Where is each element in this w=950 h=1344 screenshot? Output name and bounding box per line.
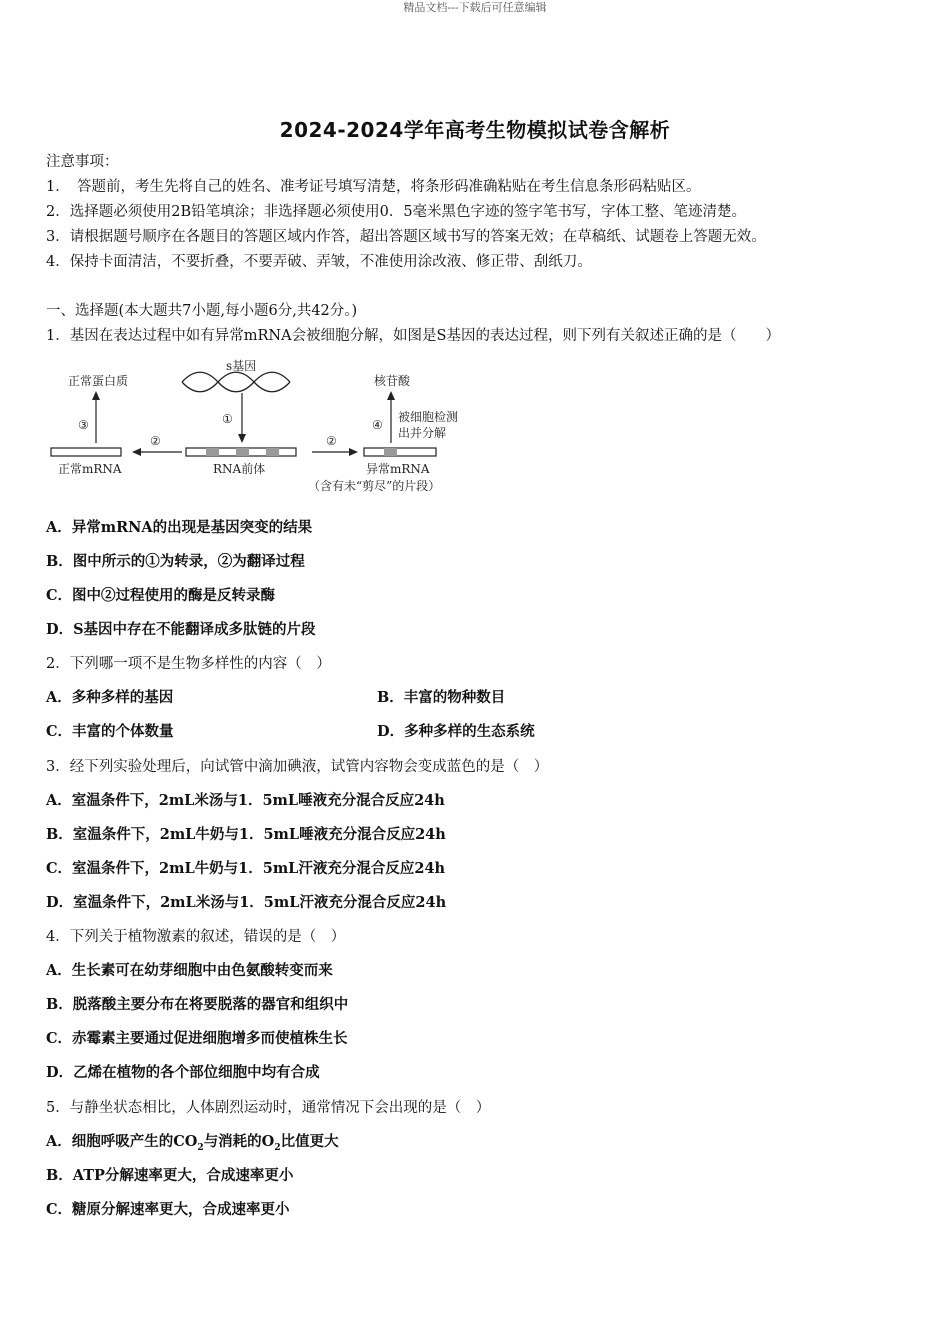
label-step4: ④ (372, 418, 383, 432)
label-step2-left: ② (150, 434, 161, 448)
label-step1: ① (222, 412, 233, 426)
q1-stem: 1．基因在表达过程中如有异常mRNA会被细胞分解，如图是S基因的表达过程，则下列有关叙述正确的是（ ） (46, 328, 780, 344)
q4-option-a: A．生长素可在幼芽细胞中由色氨酸转变而来 (46, 962, 333, 979)
label-s-gene: s基因 (226, 359, 257, 373)
label-detect-1: 被细胞检测 (398, 410, 459, 424)
q4-option-c: C．赤霉素主要通过促进细胞增多而使植株生长 (46, 1030, 348, 1047)
q1-option-a: A．异常mRNA的出现是基因突变的结果 (46, 519, 313, 536)
notice-item-1: 1． 答题前，考生先将自己的姓名、准考证号填写清楚，将条形码准确粘贴在考生信息条形码粘贴区。 (46, 179, 701, 195)
q4-stem: 4．下列关于植物激素的叙述，错误的是（ ） (46, 929, 346, 945)
q2-option-a: A．多种多样的基因 (46, 689, 174, 706)
q2-stem: 2．下列哪一项不是生物多样性的内容（ ） (46, 656, 331, 672)
notice-heading: 注意事项： (46, 154, 119, 170)
label-abnormal-mrna: 异常mRNA (366, 462, 430, 476)
q3-option-a: A．室温条件下，2mL米汤与1．5mL唾液充分混合反应24h (46, 792, 445, 809)
q1-option-c: C．图中②过程使用的酶是反转录酶 (46, 587, 276, 604)
q3-option-c: C．室温条件下，2mL牛奶与1．5mL汗液充分混合反应24h (46, 860, 446, 877)
label-normal-protein: 正常蛋白质 (68, 374, 129, 388)
notice-item-3: 3．请根据题号顺序在各题目的答题区域内作答，超出答题区域书写的答案无效；在草稿纸、试题卷上答题无效。 (46, 229, 766, 245)
q5-option-a: A．细胞呼吸产生的$CO_2$与消耗的$O_2$比值更大 (46, 1133, 339, 1153)
q2-option-d: D．多种多样的生态系统 (377, 723, 535, 740)
q5-option-b: B．ATP分解速率更大，合成速率更小 (46, 1167, 294, 1184)
q1-option-b: B．图中所示的①为转录，②为翻译过程 (46, 553, 305, 570)
q2-option-b: B．丰富的物种数目 (377, 689, 506, 706)
q3-option-d: D．室温条件下，2mL米汤与1．5mL汗液充分混合反应24h (46, 894, 447, 911)
q5-option-c: C．糖原分解速率更大，合成速率更小 (46, 1201, 290, 1218)
q3-option-b: B．室温条件下，2mL牛奶与1．5mL唾液充分混合反应24h (46, 826, 446, 843)
label-nucleotide: 核苷酸 (374, 374, 411, 388)
q2-option-c: C．丰富的个体数量 (46, 723, 174, 740)
gene-expression-diagram (46, 355, 486, 500)
q5-stem: 5．与静坐状态相比，人体剧烈运动时，通常情况下会出现的是（ ） (46, 1100, 491, 1116)
notice-item-2: 2．选择题必须使用2B铅笔填涂；非选择题必须使用0．5毫米黑色字迹的签字笔书写，字体工整、笔迹清楚。 (46, 204, 747, 220)
label-step2-right: ② (326, 434, 337, 448)
page-header: 精品文档---下载后可任意编辑 (403, 1, 547, 14)
q3-stem: 3．经下列实验处理后，向试管中滴加碘液，试管内容物会变成蓝色的是（ ） (46, 759, 549, 775)
q1-option-d: D．S基因中存在不能翻译成多肽链的片段 (46, 621, 316, 638)
label-step3: ③ (78, 418, 89, 432)
notice-item-4: 4．保持卡面清洁，不要折叠，不要弄破、弄皱，不准使用涂改液、修正带、刮纸刀。 (46, 254, 592, 270)
q4-option-b: B．脱落酸主要分布在将要脱落的器官和组织中 (46, 996, 349, 1013)
section-heading: 一、选择题(本大题共7小题,每小题6分,共42分。) (46, 303, 358, 319)
label-normal-mrna: 正常mRNA (58, 462, 122, 476)
q4-option-d: D．乙烯在植物的各个部位细胞中均有合成 (46, 1064, 320, 1081)
label-abnormal-note: （含有未“剪尽”的片段） (308, 479, 441, 493)
label-rna-precursor: RNA前体 (213, 462, 266, 476)
page-title: 2024-2024学年高考生物模拟试卷含解析 (279, 118, 671, 142)
label-detect-2: 出并分解 (398, 426, 447, 440)
